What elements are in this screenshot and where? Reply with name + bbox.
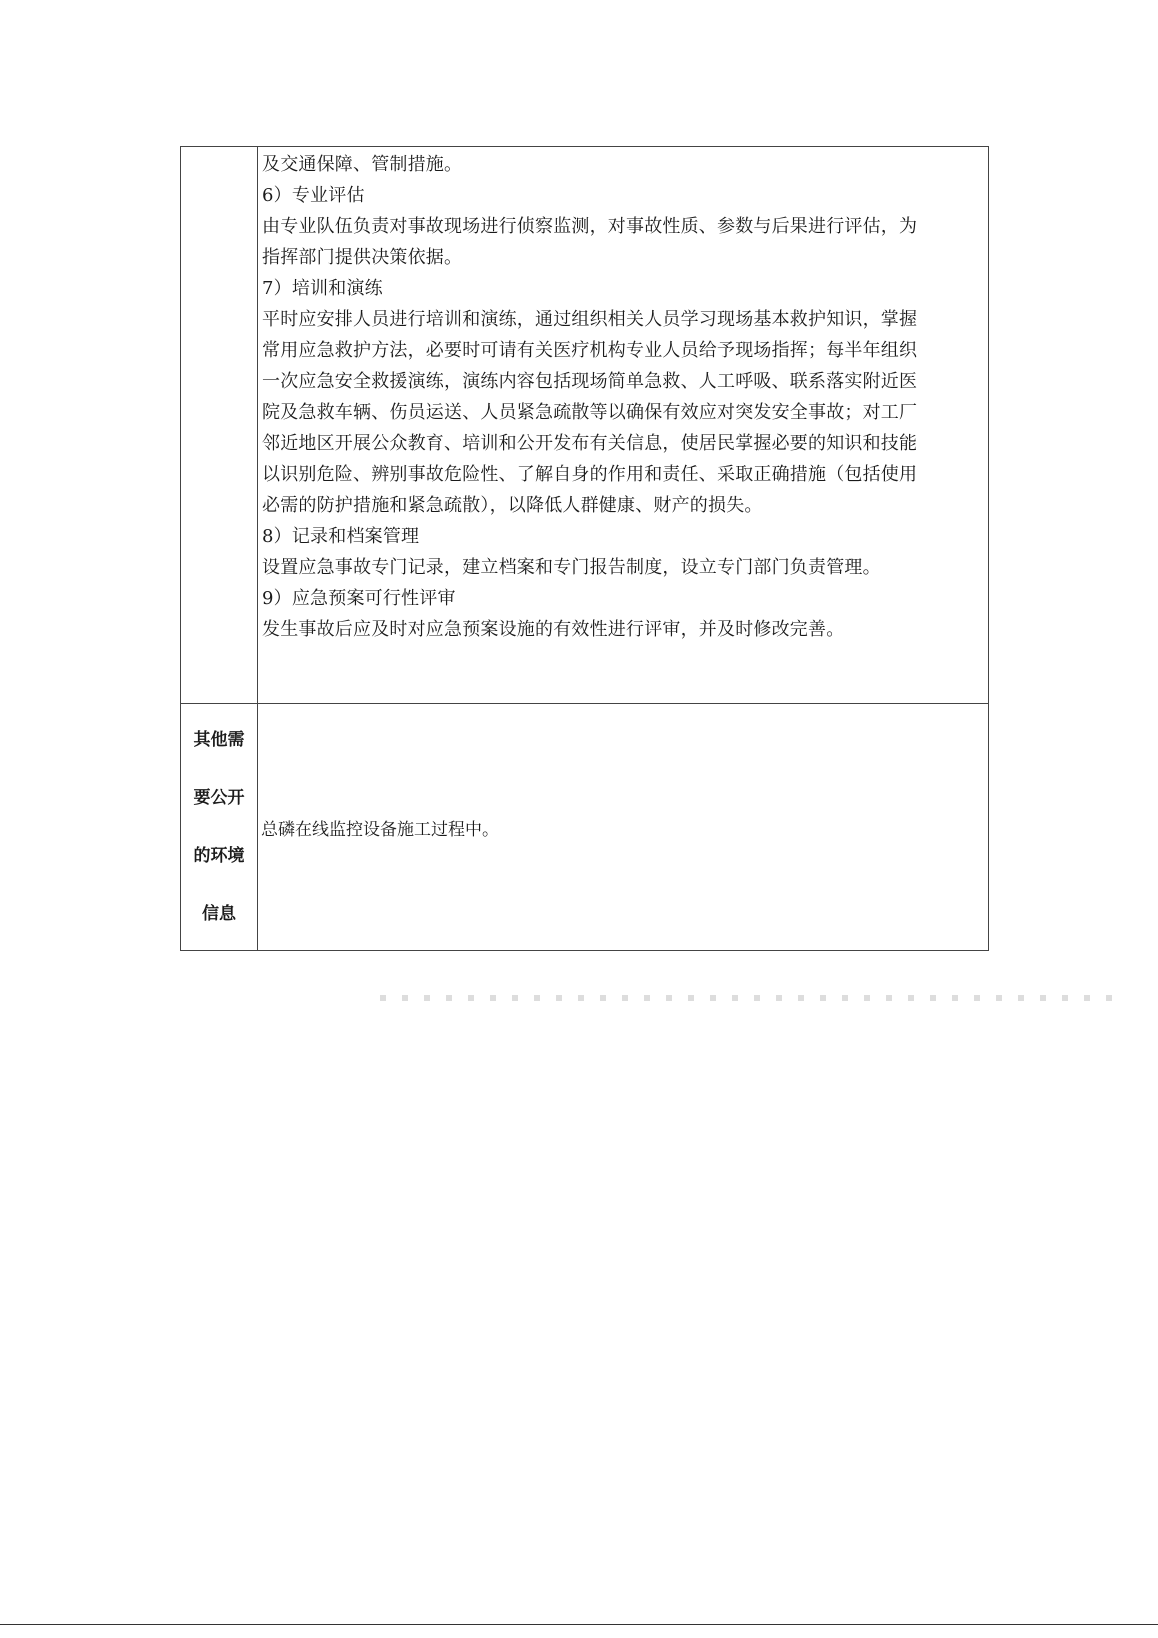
- page-bottom-rule: [0, 1624, 1158, 1625]
- label-line: 信息: [202, 904, 236, 924]
- scan-artifact: [380, 995, 1120, 1001]
- text-line: 邻近地区开展公众教育、培训和公开发布有关信息，使居民掌握必要的知识和技能: [262, 433, 918, 454]
- text-line: 7）培训和演练: [262, 278, 383, 299]
- label-line: 其他需: [193, 730, 245, 750]
- text-line: 以识别危险、辨别事故危险性、了解自身的作用和责任、采取正确措施（包括使用: [262, 464, 918, 485]
- document-table: [180, 146, 989, 951]
- label-cell-empty: [181, 147, 258, 704]
- other-info-content-cell: [258, 704, 989, 951]
- label-line: 要公开: [193, 788, 245, 808]
- table-row: [181, 704, 989, 951]
- emergency-measures-text: [258, 147, 988, 645]
- text-line: 必需的防护措施和紧急疏散），以降低人群健康、财产的损失。: [262, 495, 763, 516]
- text-line: 9）应急预案可行性评审: [262, 588, 456, 609]
- text-line: 由专业队伍负责对事故现场进行侦察监测，对事故性质、参数与后果进行评估，为: [262, 216, 918, 237]
- text-line: 院及急救车辆、伤员运送、人员紧急疏散等以确保有效应对突发安全事故；对工厂: [262, 402, 918, 423]
- text-line: 6）专业评估: [262, 185, 365, 206]
- table-row: [181, 147, 989, 704]
- other-info-label-cell: [181, 704, 258, 951]
- other-info-text: 总磷在线监控设备施工过程中。: [261, 819, 499, 840]
- text-line: 指挥部门提供决策依据。: [262, 247, 463, 268]
- text-line: 及交通保障、管制措施。: [262, 154, 463, 175]
- label-line: 的环境: [193, 846, 245, 866]
- text-line: 8）记录和档案管理: [262, 526, 420, 547]
- text-line: 发生事故后应及时对应急预案设施的有效性进行评审，并及时修改完善。: [262, 619, 845, 640]
- text-line: 常用应急救护方法，必要时可请有关医疗机构专业人员给予现场指挥；每半年组织: [262, 340, 918, 361]
- text-line: 平时应安排人员进行培训和演练，通过组织相关人员学习现场基本救护知识，掌握: [262, 309, 918, 330]
- text-line: 一次应急安全救援演练，演练内容包括现场简单急救、人工呼吸、联系落实附近医: [262, 371, 918, 392]
- text-line: 设置应急事故专门记录，建立档案和专门报告制度，设立专门部门负责管理。: [262, 557, 881, 578]
- content-cell: [258, 147, 989, 704]
